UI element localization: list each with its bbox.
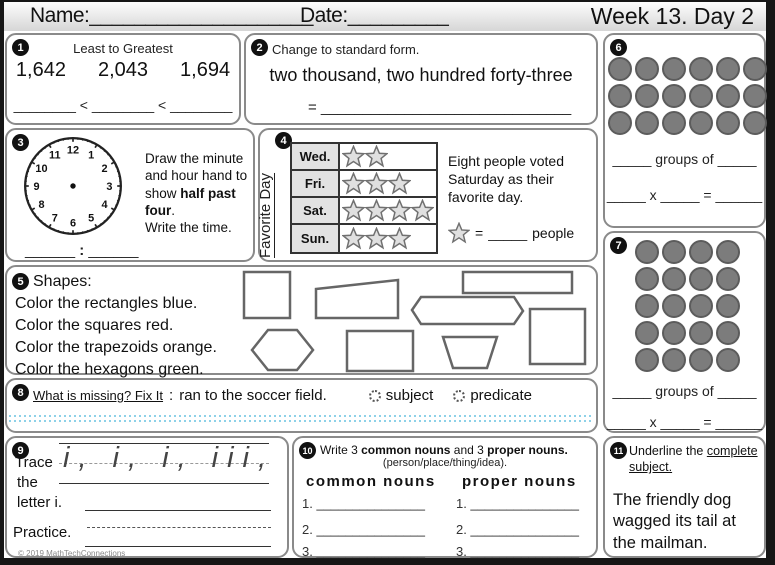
counter-dot (716, 321, 740, 345)
svg-text:6: 6 (69, 217, 77, 230)
trapezoid-shape[interactable] (443, 337, 497, 368)
quadrilateral-shape[interactable] (316, 280, 398, 318)
svg-text:8: 8 (38, 199, 45, 212)
svg-text:9: 9 (33, 180, 40, 193)
trace-label: Trace (15, 454, 53, 471)
counter-dot (743, 111, 767, 135)
rectangle-shape[interactable] (463, 272, 572, 293)
section-5-badge: 5 (12, 273, 29, 290)
writing-guide-line[interactable] (9, 420, 594, 422)
copyright-text: © 2019 MathTechConnections (18, 549, 126, 558)
standard-form-title: Change to standard form. (272, 42, 420, 57)
counter-dot (635, 111, 659, 135)
panel-favorite-day (258, 128, 598, 262)
favorite-day-row (292, 198, 436, 225)
panel-shapes (5, 265, 598, 378)
panel-standard-form (244, 33, 598, 125)
star-value-blank[interactable]: _____ (488, 225, 528, 241)
star-icon (342, 145, 365, 168)
clock-instruction: Draw the minute and hour hand to show half past four. Write the time. (145, 151, 248, 236)
section-8-badge: 8 (12, 384, 29, 401)
svg-text:7: 7 (51, 212, 58, 225)
trace-label: letter i. (17, 494, 63, 511)
standard-form-answer-blank[interactable]: = ______________________________ (308, 99, 572, 116)
star-icon (448, 222, 470, 244)
proper-noun-blank-3[interactable]: 3. _______________ (456, 544, 579, 559)
counter-dot (662, 321, 686, 345)
counter-dot (635, 84, 659, 108)
day-label: Fri. (292, 171, 340, 196)
counter-dot (662, 111, 686, 135)
star-icon (388, 227, 411, 250)
svg-text:10: 10 (35, 162, 48, 175)
counter-dot (635, 294, 659, 318)
counter-dot (716, 348, 740, 372)
write-the-time: Write the time. (145, 220, 232, 236)
counter-dot (743, 84, 767, 108)
star-key: = _____ people (448, 222, 574, 244)
star-icon (411, 199, 434, 222)
number-value: 2,043 (97, 59, 149, 81)
page-border-right (766, 0, 775, 565)
fix-it-prompt: What is missing? Fix It (33, 388, 164, 403)
counter-dot (635, 348, 659, 372)
page-border-bottom (0, 558, 775, 565)
counter-dot (716, 84, 740, 108)
star-icon (388, 199, 411, 222)
counter-dot (662, 267, 686, 291)
counter-dot (716, 111, 740, 135)
svg-text:12: 12 (66, 144, 80, 157)
svg-text:2: 2 (101, 162, 108, 175)
star-icon (365, 145, 388, 168)
practice-line[interactable] (85, 510, 271, 511)
svg-text:11: 11 (49, 149, 61, 162)
name-label: Name: (30, 4, 90, 27)
predicate-option[interactable]: predicate (453, 387, 532, 404)
time-answer-blank[interactable]: ______ : ______ (25, 242, 139, 259)
predicate-radio[interactable] (453, 390, 465, 402)
number-value: 1,642 (15, 59, 66, 81)
shapes-title: Shapes: (33, 273, 92, 290)
least-to-greatest-title: Least to Greatest (73, 41, 173, 56)
svg-text:3: 3 (106, 180, 113, 193)
groups-of-blank[interactable]: _____ groups of _____ (612, 151, 757, 167)
date-blank[interactable]: _________ (347, 4, 449, 27)
section-1-badge: 1 (12, 39, 29, 56)
writing-guide-line[interactable] (9, 415, 594, 417)
section-3-badge: 3 (12, 134, 29, 151)
counter-dot (689, 57, 713, 81)
instruction-line: Color the squares red. (15, 317, 174, 334)
section-6-badge: 6 (610, 39, 627, 56)
star-cell (340, 225, 436, 252)
proper-nouns-header: proper nouns (462, 473, 577, 490)
star-icon (342, 199, 365, 222)
ordering-blanks[interactable]: ________ < ________ < ________ (13, 97, 233, 113)
favorite-day-row (292, 144, 436, 171)
panel-dot-array-6 (603, 33, 766, 228)
section-4-badge: 4 (275, 132, 292, 149)
square-shape[interactable] (244, 272, 290, 318)
favorite-day-row (292, 171, 436, 198)
fix-it-sentence: ran to the soccer field. (179, 387, 327, 404)
date-label: Date: (300, 4, 348, 27)
voting-note: Eight people voted Saturday as their favorite day. (448, 153, 564, 206)
counter-dot (608, 84, 632, 108)
panel-trace-letter (5, 436, 289, 558)
header-bar (4, 2, 766, 31)
counter-dot (689, 111, 713, 135)
svg-text:1: 1 (88, 149, 95, 162)
star-icon (365, 227, 388, 250)
multiplication-blank[interactable]: _____ x _____ = ______ (606, 187, 763, 203)
section-7-badge: 7 (610, 237, 627, 254)
common-noun-blank-2[interactable]: 2. _______________ (302, 522, 425, 537)
groups-of-blank[interactable]: _____ groups of _____ (612, 383, 757, 399)
star-icon (342, 227, 365, 250)
counter-dot (689, 267, 713, 291)
date-field[interactable] (300, 4, 448, 28)
star-cell (340, 171, 436, 196)
clock-face[interactable] (21, 134, 125, 238)
panel-nouns (292, 436, 598, 558)
proper-noun-blank-1[interactable]: 1. _______________ (456, 496, 579, 511)
counter-dot (635, 57, 659, 81)
instruction-line: Color the rectangles blue. (15, 295, 198, 312)
favorite-day-row (292, 225, 436, 252)
trace-label: the (17, 474, 38, 491)
counter-dot (716, 267, 740, 291)
counter-dot (608, 57, 632, 81)
complete-subject-phrase: complete subject. (629, 444, 758, 475)
proper-noun-blank-2[interactable]: 2. _______________ (456, 522, 579, 537)
hexagon-long-shape[interactable] (412, 297, 523, 324)
instruction-line: Color the hexagons green. (15, 361, 204, 378)
week-day-title: Week 13. Day 2 (590, 3, 754, 29)
key-star-icon (448, 222, 470, 244)
panel-what-is-missing (5, 378, 598, 433)
favorite-day-label: Favorite Day (257, 172, 274, 258)
counter-dot (608, 111, 632, 135)
counter-dot (662, 84, 686, 108)
section-9-badge: 9 (12, 442, 29, 459)
section-11-badge: 11 (610, 442, 627, 459)
shapes-canvas (7, 267, 596, 373)
common-noun-blank-1[interactable]: 1. _______________ (302, 496, 425, 511)
day-label: Sat. (292, 198, 340, 223)
nouns-title: Write 3 common nouns and 3 proper nouns. (320, 443, 568, 457)
star-cell (340, 198, 436, 223)
rectangle-shape[interactable] (347, 331, 413, 371)
counter-dot (662, 294, 686, 318)
counter-dot (662, 348, 686, 372)
fix-it-line: What is missing? Fix It : ran to the soccer field. subject predicate (33, 387, 533, 404)
counter-dot (662, 240, 686, 264)
practice-midline[interactable] (87, 527, 271, 528)
counter-dot (635, 267, 659, 291)
counter-dot (689, 321, 713, 345)
counter-dot (743, 57, 767, 81)
counter-dot (635, 321, 659, 345)
hexagon-shape[interactable] (252, 330, 313, 370)
svg-text:5: 5 (88, 212, 95, 225)
star-icon (388, 172, 411, 195)
star-cell (340, 144, 436, 169)
practice-line[interactable] (85, 546, 271, 547)
counter-dot (689, 348, 713, 372)
number-words: two thousand, two hundred forty-three (269, 65, 573, 85)
counter-dot (716, 294, 740, 318)
counter-dot (635, 240, 659, 264)
nouns-subtitle: (person/place/thing/idea). (382, 457, 508, 469)
star-icon (365, 199, 388, 222)
subject-radio[interactable] (369, 390, 381, 402)
counter-dot (689, 294, 713, 318)
common-nouns-header: common nouns (306, 473, 436, 490)
bold-time-phrase: half past four (145, 185, 236, 218)
counter-dot (689, 84, 713, 108)
handwriting-line (59, 483, 269, 484)
counter-dot (716, 57, 740, 81)
multiplication-blank[interactable]: _____ x _____ = ______ (606, 414, 763, 430)
dot-grid (608, 57, 767, 135)
number-set (7, 59, 239, 82)
subject-sentence[interactable]: The friendly dog wagged its tail at the mailman. (613, 491, 736, 552)
trace-letters[interactable]: i, i, i, iii, (63, 442, 276, 474)
panel-least-to-greatest (5, 33, 241, 125)
common-noun-blank-3[interactable]: 3. _______________ (302, 544, 425, 559)
section-2-badge: 2 (251, 39, 268, 56)
subject-option[interactable]: subject (369, 387, 434, 404)
day-label: Sun. (292, 225, 340, 252)
panel-clock (5, 128, 255, 262)
svg-text:4: 4 (101, 199, 108, 212)
name-blank[interactable]: ____________________ (89, 4, 313, 27)
section-10-badge: 10 (299, 442, 316, 459)
square-shape[interactable] (530, 309, 585, 364)
number-value: 1,694 (180, 59, 231, 81)
page-border-left (0, 0, 4, 565)
dot-grid (635, 240, 740, 372)
people-label: people (532, 225, 575, 241)
favorite-day-table (290, 142, 438, 254)
counter-dot (716, 240, 740, 264)
instruction-line: Color the trapezoids orange. (15, 339, 217, 356)
practice-label: Practice. (13, 524, 72, 541)
panel-dot-array-7 (603, 231, 766, 433)
panel-complete-subject (603, 436, 766, 558)
star-icon (365, 172, 388, 195)
day-label: Wed. (292, 144, 340, 169)
counter-dot (662, 57, 686, 81)
counter-dot (689, 240, 713, 264)
underline-instruction: Underline the complete subject. (629, 444, 758, 475)
name-field[interactable] (30, 4, 313, 28)
star-icon (342, 172, 365, 195)
